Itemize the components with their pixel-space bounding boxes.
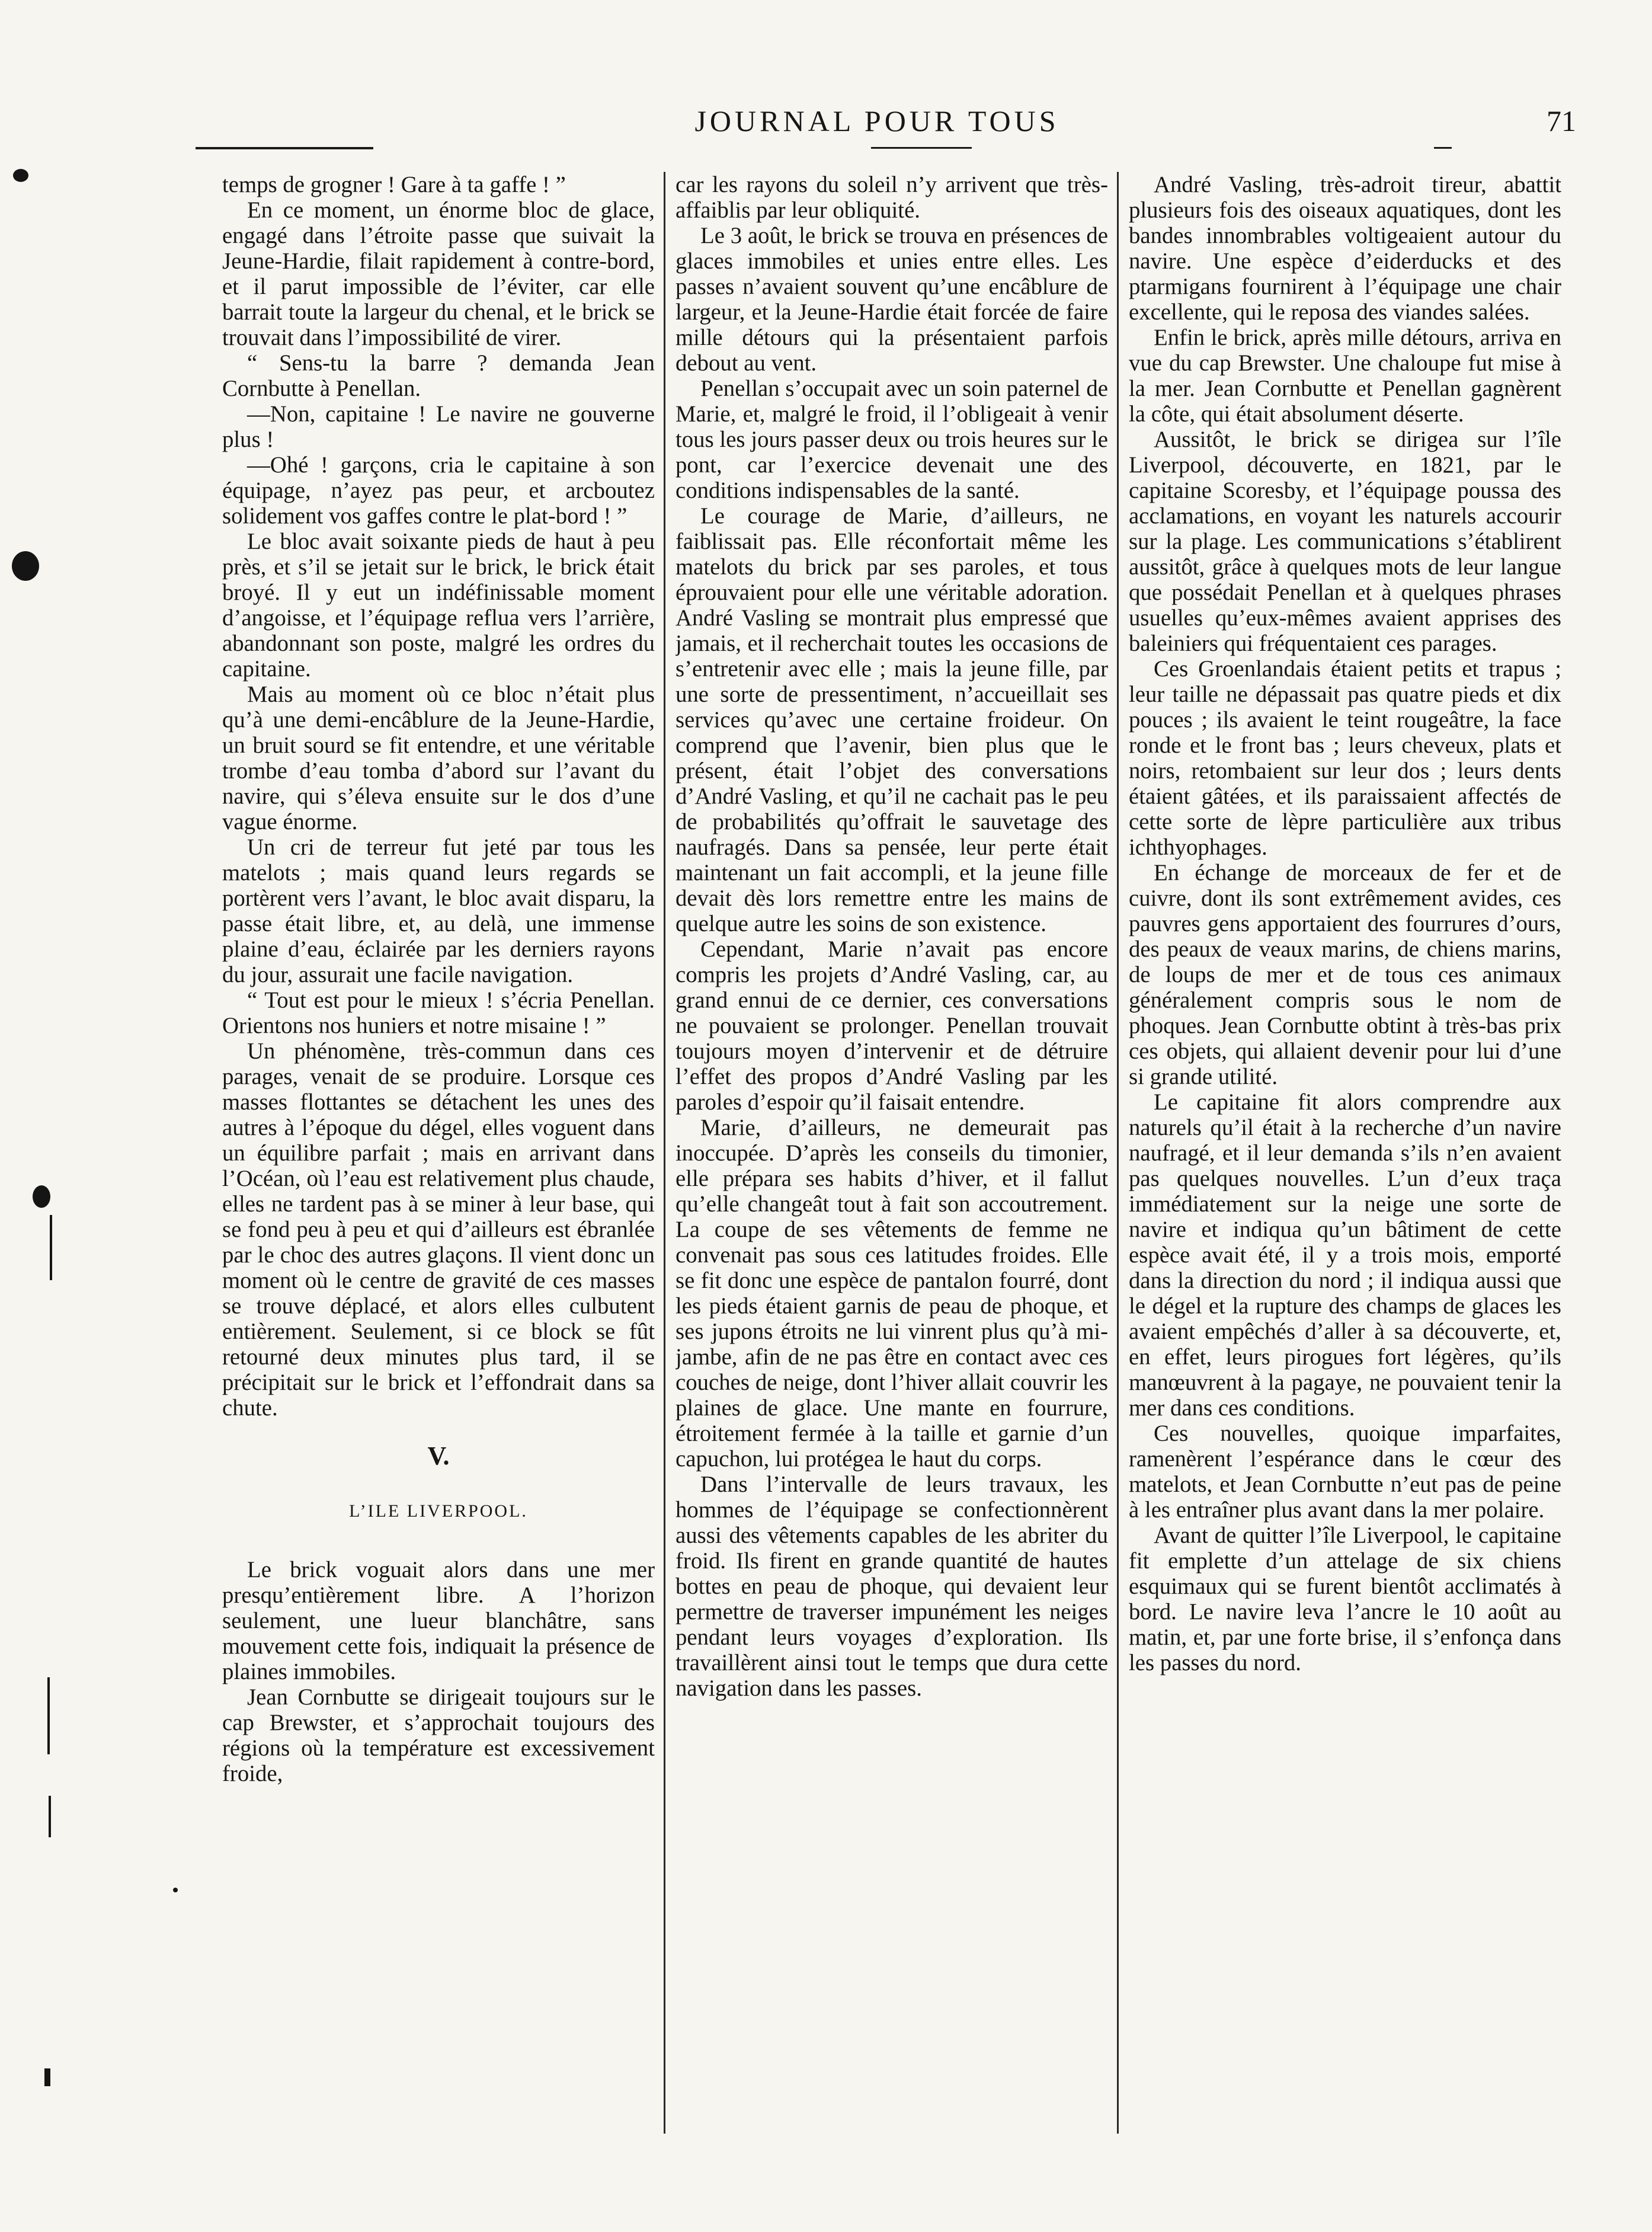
- paragraph: Un cri de terreur fut jeté par tous les matelots ; mais quand leurs regards se portèrent vers l’avant, le bloc avait disparu, la passe était libre, et, au delà, une immense plaine d’eau, éclairée par les derniers rayons du jour, assurait une facile navigation.: [222, 834, 655, 987]
- paragraph: Mais au moment où ce bloc n’était plus qu’à une demi-encâblure de la Jeune-Hardie, un bruit sourd se fit entendre, et une véritable trombe d’eau tomba d’abord sur l’avant du navire, qui s’éleva ensuite sur le dos d’une vague énorme.: [222, 682, 655, 834]
- paragraph: —Ohé ! garçons, cria le capitaine à son équipage, n’ayez pas peur, et arcboutez solidement vos gaffes contre le plat-bord ! ”: [222, 452, 655, 529]
- page-number: 71: [1547, 104, 1576, 137]
- header-rule-left: [196, 147, 373, 149]
- header-rule-center: [871, 147, 972, 149]
- paragraph: “ Tout est pour le mieux ! s’écria Penellan. Orientons nos huniers et notre misaine ! ”: [222, 987, 655, 1038]
- paragraph: Le brick voguait alors dans une mer presqu’entièrement libre. A l’horizon seulement, une lueur blanchâtre, sans mouvement cette fois, indiquait la présence de plaines immobiles.: [222, 1557, 655, 1684]
- paragraph: temps de grogner ! Gare à ta gaffe ! ”: [222, 172, 566, 197]
- paragraph: Un phénomène, très-commun dans ces parages, venait de se produire. Lorsque ces masses flottantes se détachent les unes des autres à l’époque du dégel, elles voguent dans un équilibre parfait ; mais en arrivant dans l’Océan, où l’eau est relativement plus chaude, elles ne tardent pas à se miner à leur base, qui se fond peu à peu et qui d’ailleurs est ébranlée par le choc des autres glaçons. Il vient donc un moment où le centre de gravité de ces masses se trouve déplacé, et alors elles culbutent entièrement. Seulement, si ce block se fût retourné deux minutes plus tard, il se précipitait sur le brick et l’effondrait dans sa chute.: [222, 1038, 655, 1421]
- paragraph: Avant de quitter l’île Liverpool, le capitaine fit emplette d’un attelage de six chiens esquimaux qui se furent bientôt acclimatés à bord. Le navire leva l’ancre le 10 août au matin, et, par une forte brise, il s’enfonça dans les passes du nord.: [1129, 1523, 1561, 1675]
- paragraph: Ces nouvelles, quoique imparfaites, ramenèrent l’espérance dans le cœur des matelots, et Jean Cornbutte n’eut pas de peine à les entraîner plus avant dans la mer polaire.: [1129, 1421, 1561, 1523]
- paragraph: Le capitaine fit alors comprendre aux naturels qu’il était à la recherche d’un navire naufragé, et il leur demanda s’ils n’en avaient pas quelques nouvelles. L’un d’eux traça immédiatement sur la neige une sorte de navire et indiqua qu’un bâtiment de cette espèce avait été, il y a trois mois, emporté dans la direction du nord ; il indiqua aussi que le dégel et la rupture des champs de glaces les avaient empêchés d’aller à sa découverte, et, en effet, leurs pirogues fort légères, qu’ils manœuvrent à la pagaye, ne pouvaient tenir la mer dans ces conditions.: [1129, 1089, 1561, 1421]
- ink-stroke: [44, 2068, 50, 2086]
- ink-spot: [173, 1888, 178, 1892]
- paragraph: En ce moment, un énorme bloc de glace, engagé dans l’étroite passe que suivait la Jeune-Hardie, filait rapidement à contre-bord, et il parut impossible de l’éviter, car elle barrait toute la largeur du chenal, et le brick se trouvait dans l’impossibilité de virer.: [222, 197, 655, 350]
- paragraph: car les rayons du soleil n’y arrivent que très-affaiblis par leur obliquité.: [675, 172, 1108, 223]
- paragraph: En échange de morceaux de fer et de cuivre, dont ils sont extrêmement avides, ces pauvres gens apportaient des fourrures d’ours, des peaux de veaux marins, de chiens marins, de loups de mer et de tous ces animaux généralement compris sous le nom de phoques. Jean Cornbutte obtint à très-bas prix ces objets, qui allaient devenir pour lui d’une si grande utilité.: [1129, 860, 1561, 1089]
- paragraph: Enfin le brick, après mille détours, arriva en vue du cap Brewster. Une chaloupe fut mise à la mer. Jean Cornbutte et Penellan gagnèrent la côte, qui était absolument déserte.: [1129, 325, 1561, 427]
- paragraph: —Non, capitaine ! Le navire ne gouverne plus !: [222, 401, 655, 452]
- text-column-2: [675, 172, 1108, 2145]
- paragraph: Ces Groenlandais étaient petits et trapus ; leur taille ne dépassait pas quatre pieds et dix pouces ; ils avaient le teint rougeâtre, la face ronde et le front bas ; leurs cheveux, plats et noirs, retombaient sur leur dos ; leurs dents étaient gâtées, et ils paraissaient affectés de cette sorte de lèpre particulière aux tribus ichthyophages.: [1129, 656, 1561, 860]
- column-divider-1: [664, 172, 665, 2134]
- chapter-title: L’ILE LIVERPOOL.: [349, 1501, 528, 1521]
- paragraph: Aussitôt, le brick se dirigea sur l’île Liverpool, découverte, en 1821, par le capitaine Scoresby, et l’équipage poussa des acclamations, en voyant les naturels accourir sur la plage. Les communications s’établirent aussitôt, grâce à quelques mots de leur langue que possédait Penellan et à quelques phrases usuelles qu’eux-mêmes avaient apprises des baleiniers qui fréquentaient ces parages.: [1129, 427, 1561, 656]
- ink-spot: [12, 551, 39, 581]
- paragraph: Cependant, Marie n’avait pas encore compris les projets d’André Vasling, car, au grand ennui de ce dernier, ces conversations ne pouvaient se prolonger. Penellan trouvait toujours moyen d’intervenir et de détruire l’effet des propos d’André Vasling par les paroles d’espoir qu’il faisait entendre.: [675, 936, 1108, 1115]
- paragraph: André Vasling, très-adroit tireur, abattit plusieurs fois des oiseaux aquatiques, dont les bandes innombrables voltigeaient autour du navire. Une espèce d’eiderducks et des ptarmigans fournirent à l’équipage une chair excellente, qui le reposa des viandes salées.: [1129, 172, 1561, 325]
- ink-stroke: [50, 1215, 52, 1280]
- journal-title: JOURNAL POUR TOUS: [694, 104, 1059, 137]
- paragraph: “ Sens-tu la barre ? demanda Jean Cornbutte à Penellan.: [222, 350, 655, 401]
- column-divider-2: [1117, 172, 1119, 2134]
- text-column-3: [1129, 172, 1561, 2145]
- paragraph: Jean Cornbutte se dirigeait toujours sur le cap Brewster, et s’approchait toujours des régions où la température est excessivement froide,: [222, 1684, 655, 1786]
- ink-stroke: [47, 1677, 50, 1754]
- paragraph: Dans l’intervalle de leurs travaux, les hommes de l’équipage se confectionnèrent aussi des vêtements capables de les abriter du froid. Ils firent en grande quantité de hautes bottes en peau de phoque, qui devaient leur permettre de traverser impunément les neiges pendant leurs voyages d’exploration. Ils travaillèrent ainsi tout le temps que dura cette navigation dans les passes.: [675, 1472, 1108, 1701]
- paragraph: Le bloc avait soixante pieds de haut à peu près, et s’il se jetait sur le brick, le brick était broyé. Il y eut un indéfinissable moment d’angoisse, et l’équipage reflua vers l’arrière, abandonnant son poste, malgré les ordres du capitaine.: [222, 529, 655, 682]
- paragraph: Le 3 août, le brick se trouva en présences de glaces immobiles et unies entre elles. Les passes n’avaient souvent qu’une encâblure de largeur, et la Jeune-Hardie était forcée de faire mille détours qui la présentaient parfois debout au vent.: [675, 223, 1108, 376]
- header-rule-right: [1434, 147, 1452, 149]
- paragraph: Le courage de Marie, d’ailleurs, ne faiblissait pas. Elle réconfortait même les matelots du brick par ses paroles, et tous éprouvaient pour elle une véritable adoration. André Vasling se montrait plus empressé que jamais, et il recherchait toutes les occasions de s’entretenir avec elle ; mais la jeune fille, par une sorte de pressentiment, n’accueillait ses services qu’avec une certaine froideur. On comprend que l’avenir, bien plus que le présent, était l’objet des conversations d’André Vasling, et qu’il ne cachait pas le peu de probabilités qu’offrait le sauvetage des naufragés. Dans sa pensée, leur perte était maintenant un fait accompli, et la jeune fille devait dès lors remettre entre les mains de quelque autre les soins de son existence.: [675, 503, 1108, 936]
- text-column-1: [222, 172, 655, 2145]
- ink-spot: [13, 169, 28, 182]
- paragraph: Marie, d’ailleurs, ne demeurait pas inoccupée. D’après les conseils du timonier, elle prépara ses habits d’hiver, et il fallut qu’elle changeât tout à fait son accoutrement. La coupe de ses vêtements de femme ne convenait pas sous ces latitudes froides. Elle se fit donc une espèce de pantalon fourré, dont les pieds étaient garnis de peau de phoque, et ses jupons étroits ne lui vinrent plus qu’à mi-jambe, afin de ne pas être en contact avec ces couches de neige, dont l’hiver allait couvrir les plaines de glace. Une mante en fourrure, étroitement fermée à la taille et garnie d’un capuchon, lui protégea le haut du corps.: [675, 1115, 1108, 1472]
- paragraph: Penellan s’occupait avec un soin paternel de Marie, et, malgré le froid, il l’obligeait à venir tous les jours passer deux ou trois heures sur le pont, car l’exercice devenait une des conditions indispensables de la santé.: [675, 376, 1108, 503]
- ink-stroke: [49, 1796, 51, 1837]
- page-header: [178, 104, 1576, 139]
- chapter-number: V.: [427, 1441, 450, 1470]
- ink-spot: [33, 1185, 50, 1208]
